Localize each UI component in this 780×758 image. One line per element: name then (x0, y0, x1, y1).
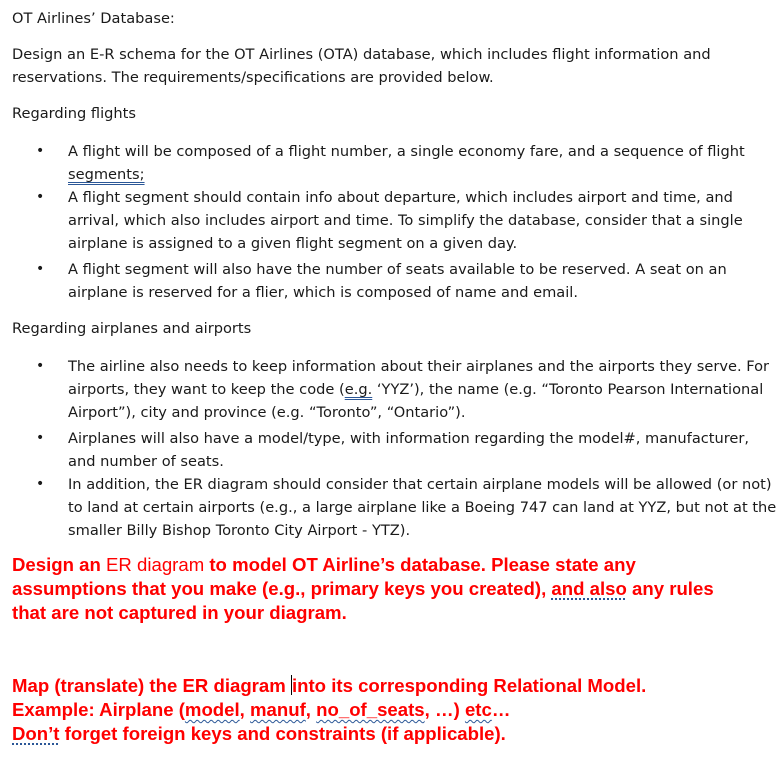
airports-bullet-3-line-2: to land at certain airports (e.g., a large airplane like a Boeing 747 can land at YYZ, but not at the (68, 499, 777, 516)
airports-bullet-1-line-3: Airport”), city and province (e.g. “Toronto”, “Ontario”). (68, 404, 466, 421)
flights-bullet-2-line-1: A flight segment should contain info about departure, which includes airport and time, and (68, 189, 733, 206)
section-title-airports: Regarding airplanes and airports (12, 320, 252, 337)
flights-bullet-3-line-1: A flight segment will also have the number of seats available to be reserved. A seat on an (68, 261, 727, 278)
text-run: any rules (626, 578, 714, 599)
text-run: etc (464, 699, 492, 720)
bullet-icon: • (36, 430, 45, 446)
text-run: manuf (250, 699, 306, 720)
intro-line-1: Design an E-R schema for the OT Airlines (OTA) database, which includes flight information and (12, 46, 711, 63)
text-run: Example: Airplane ( (12, 699, 185, 720)
text-run: ‘YYZ’), the name (e.g. “Toronto Pearson International (372, 381, 764, 398)
airports-bullet-1-line-2 (68, 378, 763, 401)
document-heading: OT Airlines’ Database: (12, 10, 175, 27)
task-1-line-1 (12, 553, 636, 577)
text-run: Don’t (12, 723, 60, 744)
text-run: into its corresponding Relational Model. (291, 675, 647, 696)
text-run: assumptions that you make (e.g., primary keys you created), (12, 578, 552, 599)
section-title-flights: Regarding flights (12, 105, 136, 122)
text-run: no_of_seats (316, 699, 425, 720)
airports-bullet-2-line-1: Airplanes will also have a model/type, with information regarding the model#, manufacturer, (68, 430, 750, 447)
text-run: and also (551, 578, 627, 599)
airports-bullet-2-line-2: and number of seats. (68, 453, 224, 470)
text-run: forget foreign keys and constraints (if applicable). (59, 723, 506, 744)
text-run: , (305, 699, 317, 720)
bullet-icon: • (36, 189, 45, 205)
flights-bullet-2-line-3: airplane is assigned to a given flight segment on a given day. (68, 235, 518, 252)
task-1-line-3: that are not captured in your diagram. (12, 602, 347, 623)
task-2-line-1 (12, 674, 646, 698)
text-run: to model OT Airline’s database. Please state any (204, 554, 636, 575)
text-run: model (184, 699, 240, 720)
airports-bullet-1-line-1: The airline also needs to keep information about their airplanes and the airports they serve. For (68, 358, 770, 375)
text-run: Design an (12, 554, 107, 575)
bullet-icon: • (36, 261, 45, 277)
flights-bullet-1-line-2 (68, 163, 145, 186)
text-run: ER diagram (106, 554, 205, 575)
bullet-icon: • (36, 143, 45, 159)
flights-bullet-3-line-2: airplane is reserved for a flier, which is composed of name and email. (68, 284, 578, 301)
text-run: … (491, 699, 511, 720)
airports-bullet-3-line-1: In addition, the ER diagram should consider that certain airplane models will be allowed (or not) (68, 476, 772, 493)
text-run: , (239, 699, 251, 720)
flights-bullet-1-line-1: A flight will be composed of a flight number, a single economy fare, and a sequence of flight (68, 143, 745, 160)
flights-bullet-2-line-2: arrival, which also includes airport and time. To simplify the database, consider that a single (68, 212, 743, 229)
text-run: airports, they want to keep the code ( (68, 381, 345, 398)
intro-line-2: reservations. The requirements/specifications are provided below. (12, 69, 494, 86)
task-2-line-3 (12, 722, 506, 746)
segments-word: segments; (68, 166, 145, 183)
bullet-icon: • (36, 476, 45, 492)
eg-abbreviation: e.g. (344, 381, 373, 398)
text-run: , …) (424, 699, 465, 720)
bullet-icon: • (36, 358, 45, 374)
task-1-line-2 (12, 577, 714, 601)
text-run: Map (translate) the ER diagram (12, 675, 291, 696)
task-2-line-2 (12, 698, 510, 722)
airports-bullet-3-line-3: smaller Billy Bishop Toronto City Airport - YTZ). (68, 522, 411, 539)
